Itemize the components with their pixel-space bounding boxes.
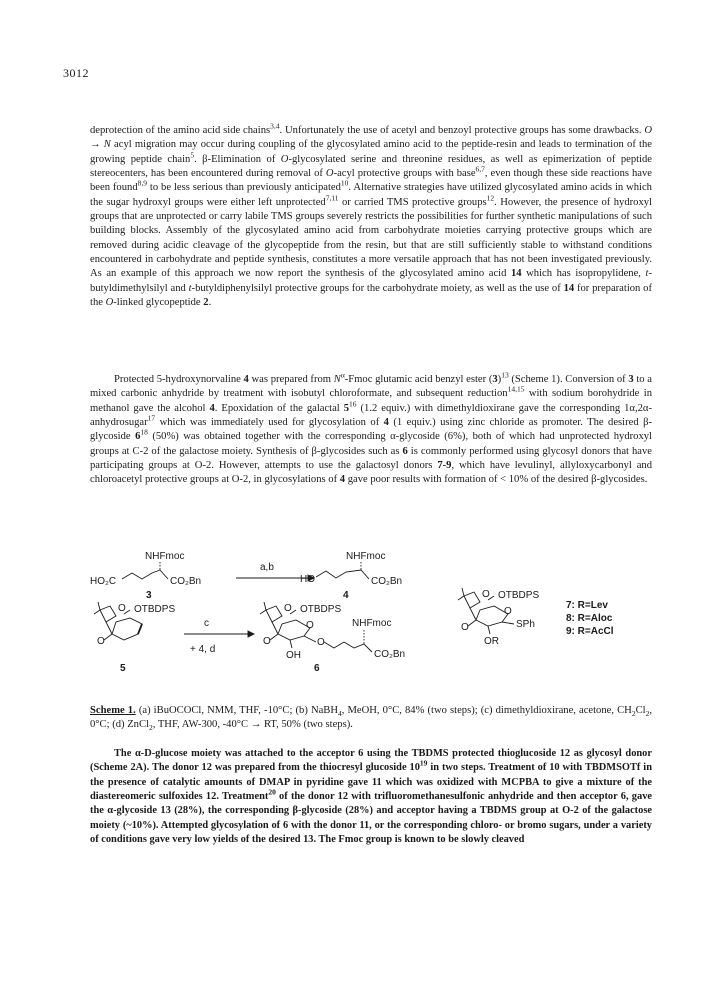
compound-3-structure [90, 551, 201, 601]
scheme-1-caption: Scheme 1. (a) iBuOCOCl, NMM, THF, -10°C; (b) NaBH$_4$, MeOH, 0°C, 84% (two steps); (c) dimethyldioxirane, acetone, $CH_2Cl_2$, 0°C; (d) ZnCl$_2$, THF, AW-300, -40°C → RT, 50% (two steps). [90, 705, 652, 733]
ring-oxygen: O [284, 603, 292, 614]
donors-7-9-structure [458, 588, 539, 647]
paragraph-3: The α-D-glucose moiety was attached to the acceptor 6 using the TBDMS protected thioglucoside 12 as glycosyl donor (Scheme 2A). The donor 12 was prepared from the thiocresyl glucoside $10^{19}$ in two steps. Treatment of 10 with TBDMSOTf in the presence of catalytic amounts of DMAP in pyridine gave 11 which was oxidized with MCPBA to give a mixture of the diastereomeric sulfoxides 12. Treatment$^{20}$ of the donor 12 with trifluoromethanesulfonic anhydride and then acceptor 6, gave the α-glycoside 13 (28%), the corresponding β-glycoside (28%) and acceptor having a TBDMS group at O-2 of the galactose moiety (~10%). Attempted glycosylation of 6 with the donor 11, or the corresponding chloro- or bromo sugars, under a variety of conditions gave very low yields of the desired 13. The Fmoc group is known to be slowly cleaved [90, 748, 652, 846]
ring-oxygen: O [461, 622, 469, 633]
ring-oxygen: O [263, 636, 271, 647]
legend-9: 9: R=AcCl [566, 626, 614, 637]
legend-7: 7: R=Lev [566, 600, 608, 611]
otbdps-label: OTBDPS [134, 604, 176, 615]
co2bn-label: CO₂Bn [371, 576, 403, 587]
compound-6-structure [260, 602, 405, 674]
paragraph-1: deprotection of the amino acid side chains$^{3,4}$. Unfortunately the use of acetyl and benzoyl protective groups has some drawbacks. O → N acyl migration may occur during coupling of the glycosylated amino acid to the peptide-resin and leads to termination of the growing peptide chain$^5$. β-Elimination of O-glycosylated serine and threonine residues, as well as epimerization of peptide stereocenters, has been encountered during removal of O-acyl protective groups with base$^{6,7}$, even though these side reactions have been found$^{8,9}$ to be less serious than previously anticipated$^{10}$. Alternative strategies have utilized glycosylated amino acids in which the sugar hydroxyl groups were either left unprotected$^{7,11}$ or carried TMS protective groups$^{12}$. However, the presence of hydroxyl groups that are unprotected or carry labile TMS groups severely restricts the possibilities for further synthetic manipulations of such building blocks. Assembly of the glycosylated amino acid from carbohydrate moieties carrying protective groups which are removed during acidic cleavage of the glycopeptide from the resin, but that are still sufficiently stable to withstand conditions encountered in carbohydrate and peptide synthesis, constitutes a more versatile approach that has not been investigated previously. As an example of this approach we now report the synthesis of the glycosylated amino acid 14 which has isopropylidene, t-butyldimethylsilyl and t-butyldiphenylsilyl protective groups for the carbohydrate moiety, as well as the use of 14 for preparation of the O-linked glycopeptide 2. [90, 121, 653, 309]
page-number: 3012 [63, 66, 89, 80]
otbdps-label: OTBDPS [498, 590, 540, 601]
ring-oxygen: O [97, 636, 105, 647]
paragraph-2: Protected 5-hydroxynorvaline 4 was prepared from $N^\alpha$-Fmoc glutamic acid benzyl ester $(3)^{13}$ (Scheme 1). Conversion of 3 to a mixed carbonic anhydride by treatment with isobutyl chloroformate, and subsequent reduction$^{14,15}$ with sodium borohydride in methanol gave the alcohol 4. Epoxidation of the galactal $5^{16}$ (1.2 equiv.) with dimethyldioxirane gave the corresponding 1α,2α-anhydrosugar$^{17}$ which was immediately used for glycosylation of 4 (1 equiv.) using zinc chloride as promoter. The desired β-glycoside $6^{18}$ (50%) was obtained together with the corresponding α-glycoside (6%), both of which had unprotected hydroxyl groups at C-2 of the galactose moiety. Synthesis of β-glycosides such as 6 is commonly performed using glycosyl donors that have participating groups at O-2. However, attempts to use the galactosyl donors 7-9, which have levulinyl, allyloxycarbonyl and chloroacetyl protective groups at O-2, in glycosylations of 4 gave poor results with formation of < 10% of the desired β-glycosides. [90, 370, 653, 486]
or-label: OR [484, 636, 499, 647]
legend-8: 8: R=Aloc [566, 613, 613, 624]
compound-6-number: 6 [314, 663, 320, 674]
caption-label: Scheme 1. [90, 705, 136, 716]
compound-3-number: 3 [146, 590, 152, 601]
ring-oxygen: O [306, 620, 314, 631]
nhfmoc-label: NHFmoc [346, 551, 386, 562]
scheme-1-figure [90, 548, 652, 688]
oh-label: OH [286, 650, 301, 661]
compound-5-structure [94, 602, 175, 674]
ring-oxygen: O [118, 603, 126, 614]
compound-4-structure [300, 551, 402, 601]
compound-4-number: 4 [343, 590, 349, 601]
co2bn-label: CO₂Bn [374, 649, 406, 660]
ring-oxygen: O [504, 606, 512, 617]
ring-oxygen: O [482, 589, 490, 600]
glycosidic-oxygen: O [317, 637, 325, 648]
compound-5-number: 5 [120, 663, 126, 674]
sph-label: SPh [516, 619, 535, 630]
conditions-4d: + 4, d [190, 644, 216, 655]
conditions-c: c [204, 618, 209, 629]
ho2c-label: HO₂C [90, 576, 117, 587]
donor-legend [566, 600, 614, 637]
nhfmoc-label: NHFmoc [352, 618, 392, 629]
nhfmoc-label: NHFmoc [145, 551, 185, 562]
ho-label: HO [300, 574, 315, 585]
co2bn-label: CO₂Bn [170, 576, 202, 587]
conditions-ab: a,b [260, 562, 274, 573]
otbdps-label: OTBDPS [300, 604, 342, 615]
reaction-arrow-cd [184, 618, 254, 655]
